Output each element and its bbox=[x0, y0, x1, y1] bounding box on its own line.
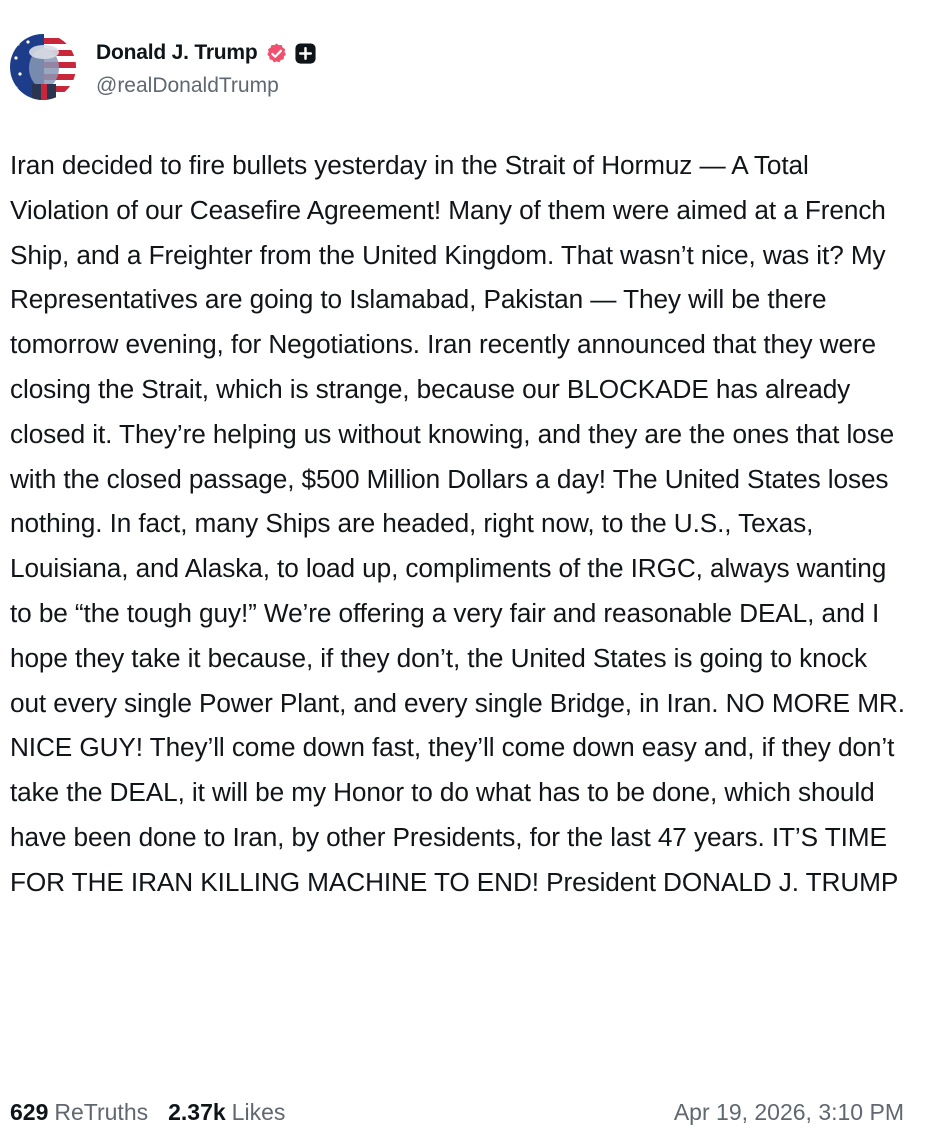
author-identity bbox=[96, 36, 317, 98]
post-text: Iran decided to fire bullets yesterday in the Strait of Hormuz — A Total Violation of our Ceasefire Agreement! Many of them were aimed at a French Ship, and a Freighter from the United Kingdom. That wasn’t nice, was it? My Representatives are going to Islamabad, Pakistan — They will be there tomorrow evening, for Negotiations. Iran recently announced that they were closing the Strait, which is strange, because our BLOCKADE has already closed it. They’re helping us without knowing, and they are the ones that lose with the closed passage, $500 Million Dollars a day! The United States loses nothing. In fact, many Ships are headed, right now, to the U.S., Texas, Louisiana, and Alaska, to load up, compliments of the IRGC, always wanting to be “the tough guy!” We’re offering a very fair and reasonable DEAL, and I hope they take it because, if they don’t, the United States is going to knock out every single Power Plant, and every single Bridge, in Iran. NO MORE MR. NICE GUY! They’ll come down fast, they’ll come down easy and, if they don’t take the DEAL, it will be my Honor to do what has to be done, which should have been done to Iran, by other Presidents, for the last 47 years. IT’S TIME FOR THE IRAN KILLING MACHINE TO END! President DONALD J. TRUMP bbox=[10, 150, 905, 897]
author-display-name[interactable]: Donald J. Trump bbox=[96, 41, 258, 64]
avatar-image bbox=[10, 34, 76, 100]
retruths-stat[interactable] bbox=[10, 1099, 148, 1126]
post-timestamp[interactable]: Apr 19, 2026, 3:10 PM bbox=[673, 1098, 904, 1125]
likes-label: Likes bbox=[231, 1098, 286, 1125]
retruths-label: ReTruths bbox=[54, 1098, 149, 1125]
likes-stat[interactable] bbox=[168, 1099, 285, 1126]
post-header bbox=[10, 32, 317, 102]
verified-badge-icon bbox=[265, 42, 288, 65]
avatar[interactable] bbox=[10, 34, 76, 100]
retruths-count: 629 bbox=[10, 1098, 49, 1125]
author-handle[interactable]: @realDonaldTrump bbox=[96, 74, 279, 97]
likes-count: 2.37k bbox=[168, 1098, 226, 1125]
post-footer bbox=[10, 1092, 904, 1132]
plus-badge-icon bbox=[294, 42, 317, 65]
name-row bbox=[96, 36, 317, 70]
